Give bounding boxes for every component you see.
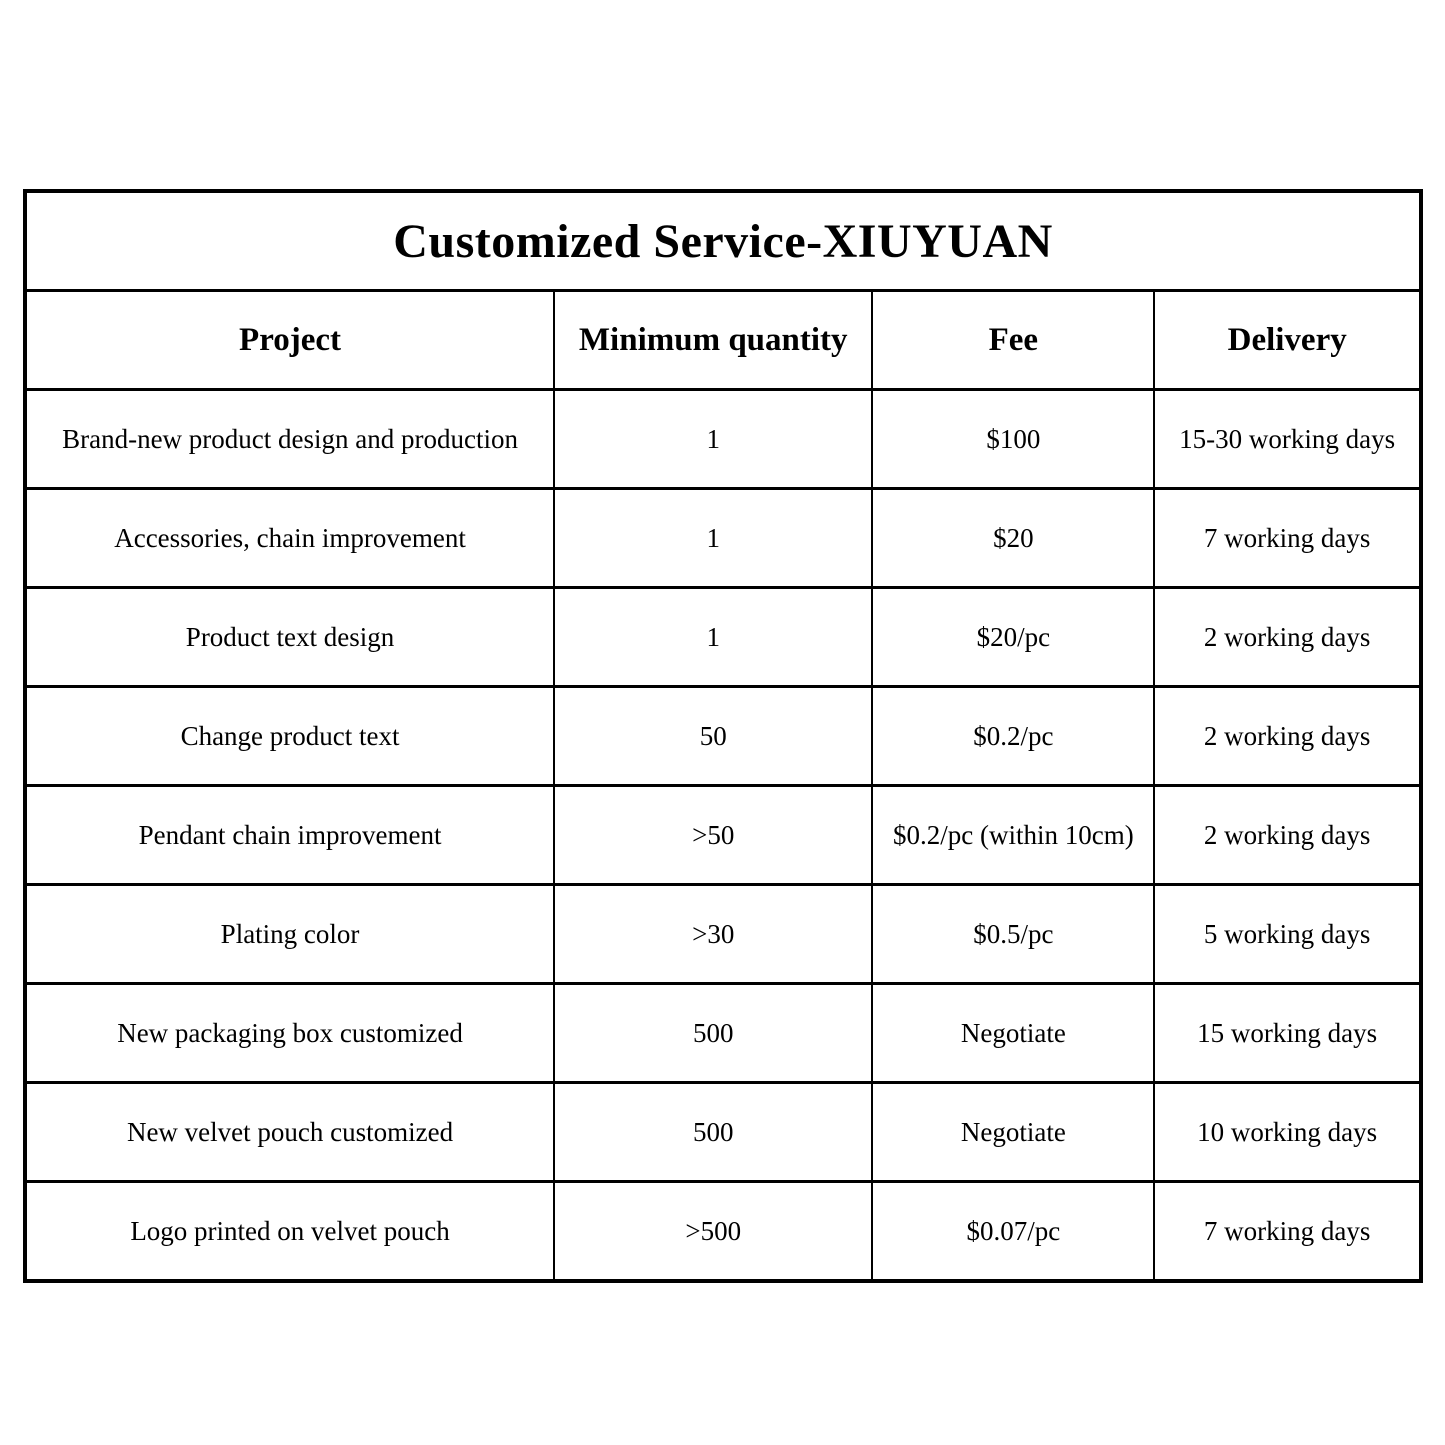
cell-delivery: 2 working days — [1154, 687, 1421, 786]
cell-minimum-quantity: >30 — [554, 885, 872, 984]
cell-fee: $20/pc — [872, 588, 1154, 687]
cell-fee: $0.2/pc — [872, 687, 1154, 786]
cell-fee: Negotiate — [872, 984, 1154, 1083]
table-row — [25, 489, 1421, 588]
cell-minimum-quantity: >50 — [554, 786, 872, 885]
cell-delivery: 15 working days — [1154, 984, 1421, 1083]
cell-project: Accessories, chain improvement — [25, 489, 554, 588]
cell-delivery: 7 working days — [1154, 489, 1421, 588]
cell-delivery: 2 working days — [1154, 588, 1421, 687]
cell-project: Product text design — [25, 588, 554, 687]
table-row — [25, 390, 1421, 489]
column-header-minimum-quantity: Minimum quantity — [554, 291, 872, 390]
cell-project: Change product text — [25, 687, 554, 786]
table-row — [25, 1083, 1421, 1182]
cell-minimum-quantity: 500 — [554, 984, 872, 1083]
table-title: Customized Service-XIUYUAN — [25, 191, 1421, 291]
cell-delivery: 15-30 working days — [1154, 390, 1421, 489]
table-row — [25, 786, 1421, 885]
cell-minimum-quantity: >500 — [554, 1182, 872, 1282]
cell-project: Brand-new product design and production — [25, 390, 554, 489]
cell-delivery: 5 working days — [1154, 885, 1421, 984]
table-row — [25, 885, 1421, 984]
cell-project: Plating color — [25, 885, 554, 984]
cell-project: Logo printed on velvet pouch — [25, 1182, 554, 1282]
cell-fee: $0.5/pc — [872, 885, 1154, 984]
table-title-row — [25, 191, 1421, 291]
cell-minimum-quantity: 50 — [554, 687, 872, 786]
cell-project: New packaging box customized — [25, 984, 554, 1083]
cell-minimum-quantity: 1 — [554, 489, 872, 588]
table-header-row — [25, 291, 1421, 390]
column-header-project: Project — [25, 291, 554, 390]
customized-service-table — [23, 189, 1423, 1283]
column-header-fee: Fee — [872, 291, 1154, 390]
cell-project: New velvet pouch customized — [25, 1083, 554, 1182]
cell-delivery: 2 working days — [1154, 786, 1421, 885]
table-row — [25, 687, 1421, 786]
cell-fee: $100 — [872, 390, 1154, 489]
cell-fee: $0.07/pc — [872, 1182, 1154, 1282]
cell-minimum-quantity: 1 — [554, 390, 872, 489]
cell-delivery: 10 working days — [1154, 1083, 1421, 1182]
cell-minimum-quantity: 500 — [554, 1083, 872, 1182]
cell-fee: $0.2/pc (within 10cm) — [872, 786, 1154, 885]
cell-fee: $20 — [872, 489, 1154, 588]
table-row — [25, 1182, 1421, 1282]
table-row — [25, 984, 1421, 1083]
table-row — [25, 588, 1421, 687]
cell-delivery: 7 working days — [1154, 1182, 1421, 1282]
cell-fee: Negotiate — [872, 1083, 1154, 1182]
cell-project: Pendant chain improvement — [25, 786, 554, 885]
column-header-delivery: Delivery — [1154, 291, 1421, 390]
cell-minimum-quantity: 1 — [554, 588, 872, 687]
